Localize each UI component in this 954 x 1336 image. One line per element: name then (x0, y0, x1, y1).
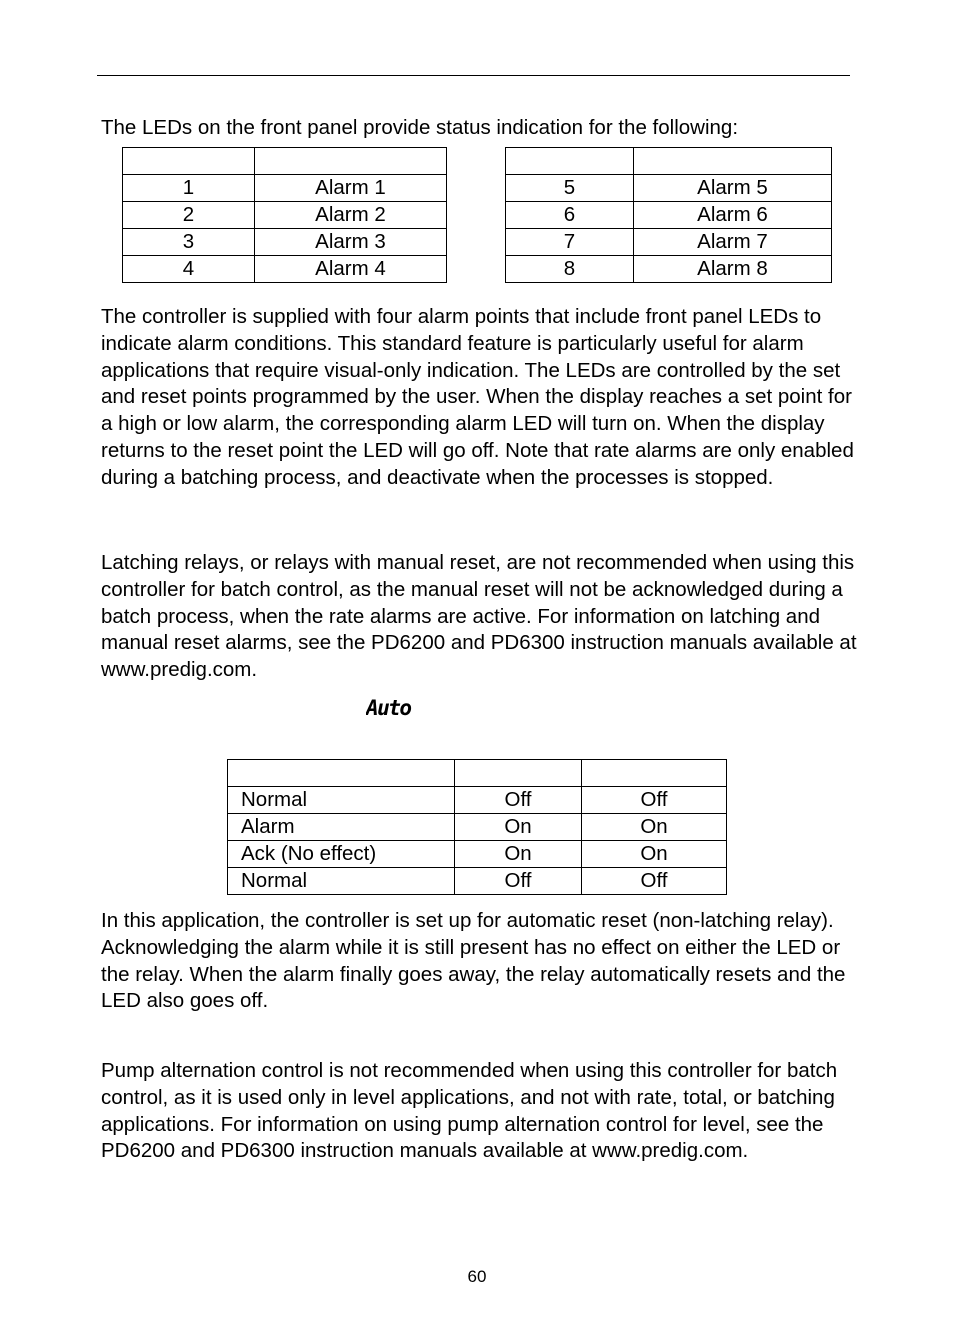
intro-text: The LEDs on the front panel provide status indication for the following: (101, 116, 739, 139)
led-status: Alarm 4 (255, 256, 447, 283)
led-number: 4 (123, 256, 255, 283)
table-row (228, 814, 727, 841)
table-row (123, 202, 447, 229)
controller-paragraph: The controller is supplied with four alarm points that include front panel LEDs to indicate alarm conditions. This standard feature is particularly useful for alarm applications that require visual-only indication. The LEDs are controlled by the set and reset points programmed by the user. When the display reaches a set point for a high or low alarm, the corresponding alarm LED will turn on. When the display returns to the reset point the LED will go off. Note that rate alarms are only enabled during a batching process, and deactivate when the processes is stopped. (101, 305, 854, 489)
auto-display-code (366, 696, 428, 720)
led-number: 2 (123, 202, 255, 229)
relay-state-cell: On (582, 814, 727, 841)
led-number: 7 (506, 229, 634, 256)
header-rule (97, 75, 850, 76)
led-status: Alarm 5 (634, 175, 832, 202)
table-row (123, 175, 447, 202)
table-header-cell (634, 148, 832, 175)
latching-paragraph: Latching relays, or relays with manual reset, are not recommended when using this controller for batch control, as the manual reset will not be acknowledged during a batch process, when the rate alarms are active. For information on latching and manual reset alarms, see the PD6200 and PD6300 instruction manuals available at www.predig.com. (101, 551, 857, 682)
led-status: Alarm 1 (255, 175, 447, 202)
page-number: 60 (467, 1267, 487, 1286)
table-row (506, 256, 832, 283)
led-status: Alarm 7 (634, 229, 832, 256)
led-state-cell: On (455, 841, 582, 868)
table-header-row (228, 760, 727, 787)
table-header-cell (455, 760, 582, 787)
table-header-cell (123, 148, 255, 175)
table-row (123, 229, 447, 256)
auto-display-text: Auto (366, 696, 411, 720)
led-status: Alarm 3 (255, 229, 447, 256)
led-status: Alarm 2 (255, 202, 447, 229)
led-number: 1 (123, 175, 255, 202)
led-status: Alarm 6 (634, 202, 832, 229)
table-header-row (506, 148, 832, 175)
condition-cell: Normal (228, 868, 455, 895)
led-status: Alarm 8 (634, 256, 832, 283)
table-row (506, 175, 832, 202)
table-header-cell (582, 760, 727, 787)
table-header-cell (506, 148, 634, 175)
table-row (506, 202, 832, 229)
table-header-cell (228, 760, 455, 787)
table-row (228, 841, 727, 868)
led-number: 6 (506, 202, 634, 229)
table-header-row (123, 148, 447, 175)
led-state-cell: Off (455, 787, 582, 814)
table-row (228, 787, 727, 814)
led-number: 5 (506, 175, 634, 202)
alarm-state-table (227, 759, 727, 895)
auto-reset-paragraph: In this application, the controller is set up for automatic reset (non-latching relay). Acknowledging the alarm while it is still present has no effect on either the LED or the relay. When the alarm finally goes away, the relay automatically resets and the LED also goes off. (101, 909, 846, 1013)
relay-state-cell: On (582, 841, 727, 868)
relay-state-cell: Off (582, 868, 727, 895)
table-row (123, 256, 447, 283)
led-number: 3 (123, 229, 255, 256)
led-state-cell: Off (455, 868, 582, 895)
led-number: 8 (506, 256, 634, 283)
condition-cell: Normal (228, 787, 455, 814)
table-header-cell (255, 148, 447, 175)
table-row (506, 229, 832, 256)
condition-cell: Ack (No effect) (228, 841, 455, 868)
table-row (228, 868, 727, 895)
led-status-table-right (505, 147, 832, 283)
relay-state-cell: Off (582, 787, 727, 814)
led-status-table-left (122, 147, 447, 283)
condition-cell: Alarm (228, 814, 455, 841)
pump-alternation-paragraph: Pump alternation control is not recommended when using this controller for batch control, as it is used only in level applications, and not with rate, total, or batching applications. For information on using pump alternation control for level, see the PD6200 and PD6300 instruction manuals available at www.predig.com. (101, 1059, 838, 1163)
led-state-cell: On (455, 814, 582, 841)
